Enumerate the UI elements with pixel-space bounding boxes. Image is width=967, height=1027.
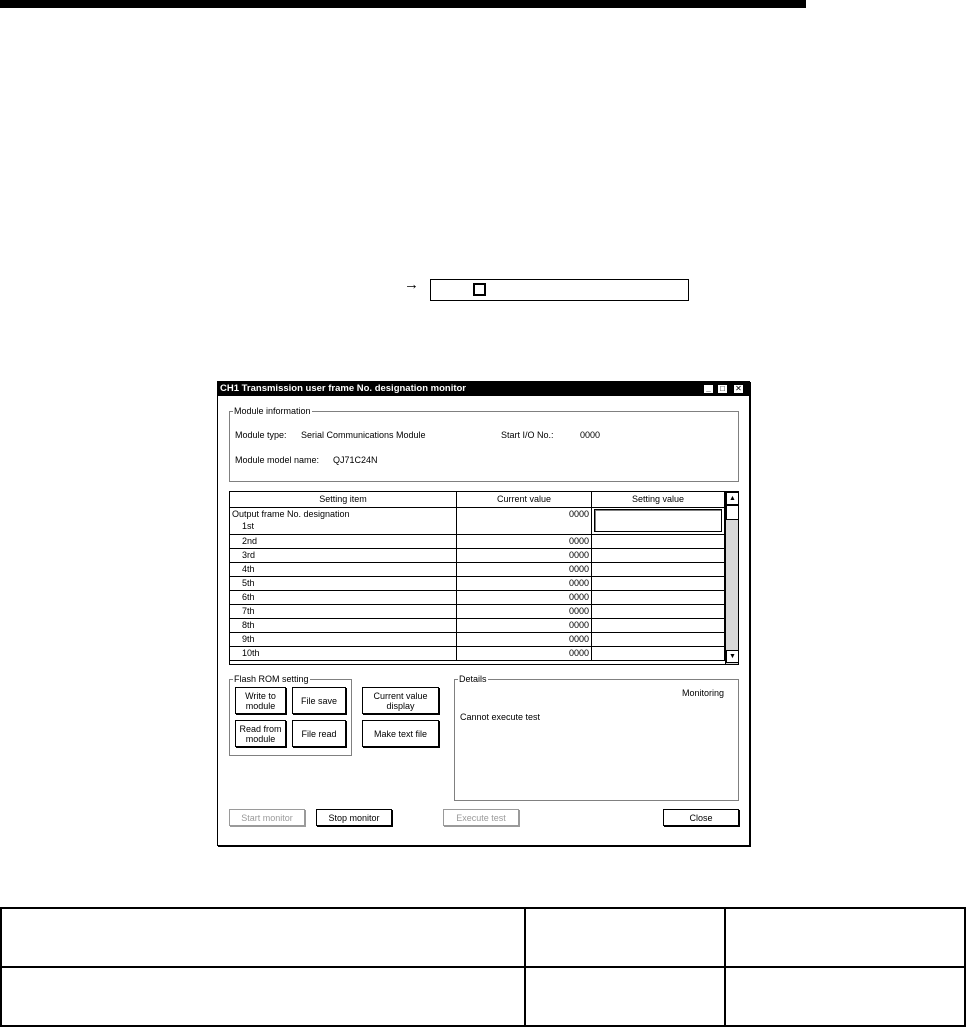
current-value-cell: 0000	[457, 549, 592, 562]
details-legend: Details	[459, 674, 487, 684]
start-monitor-button[interactable]: Start monitor	[229, 809, 305, 826]
scroll-thumb[interactable]	[726, 505, 739, 520]
table-column-divider	[524, 909, 526, 1025]
window-title: CH1 Transmission user frame No. designation monitor	[220, 383, 466, 394]
file-read-button[interactable]: File read	[292, 720, 346, 747]
table-row[interactable]	[230, 647, 725, 661]
setting-value-cell[interactable]	[592, 563, 725, 576]
table-column-divider	[724, 909, 726, 1025]
placeholder-square-icon	[473, 283, 486, 296]
top-rule	[0, 0, 806, 8]
current-value-cell: 0000	[457, 633, 592, 646]
header-setting-item: Setting item	[230, 492, 457, 508]
setting-value-cell[interactable]	[592, 577, 725, 590]
current-value-cell: 0000	[457, 577, 592, 590]
row-item-label: 1st	[242, 521, 255, 531]
monitor-window	[217, 381, 750, 846]
setting-value-cell[interactable]	[592, 647, 725, 660]
write-to-module-button[interactable]: Write to module	[235, 687, 286, 714]
row-item-label: 7th	[230, 605, 457, 618]
row-item-label: 10th	[230, 647, 457, 660]
setting-value-input[interactable]	[594, 509, 722, 532]
header-setting-value: Setting value	[592, 492, 725, 508]
module-model-label: Module model name:	[235, 455, 320, 465]
setting-value-cell[interactable]	[592, 591, 725, 604]
arrow-icon: →	[404, 276, 419, 293]
settings-grid	[229, 491, 739, 665]
table-row[interactable]	[230, 549, 725, 563]
setting-value-cell[interactable]	[592, 633, 725, 646]
setting-value-cell[interactable]	[592, 508, 725, 534]
table-row-divider	[2, 966, 964, 968]
table-row[interactable]	[230, 508, 725, 535]
row-item-label: 4th	[230, 563, 457, 576]
row-item-label: 2nd	[230, 535, 457, 548]
title-bar	[218, 382, 749, 396]
flash-rom-legend: Flash ROM setting	[234, 674, 309, 684]
minimize-icon[interactable]: _	[703, 384, 714, 394]
row-item-label: 6th	[230, 591, 457, 604]
table-row[interactable]	[230, 605, 725, 619]
setting-value-cell[interactable]	[592, 535, 725, 548]
current-value-display-button[interactable]: Current value display	[362, 687, 439, 714]
setting-value-cell[interactable]	[592, 619, 725, 632]
setting-item-cell	[230, 508, 457, 534]
start-io-value: 0000	[580, 430, 601, 440]
scroll-down-icon[interactable]: ▼	[726, 650, 739, 663]
row-item-label: 8th	[230, 619, 457, 632]
table-row[interactable]	[230, 563, 725, 577]
table-row[interactable]	[230, 619, 725, 633]
current-value-cell: 0000	[457, 619, 592, 632]
file-save-button[interactable]: File save	[292, 687, 346, 714]
execute-test-button[interactable]: Execute test	[443, 809, 519, 826]
start-io-label: Start I/O No.:	[501, 430, 554, 440]
current-value-cell: 0000	[457, 605, 592, 618]
scroll-up-icon[interactable]: ▲	[726, 492, 739, 505]
table-row[interactable]	[230, 535, 725, 549]
monitoring-status: Monitoring	[682, 688, 725, 698]
close-icon[interactable]: ✕	[733, 384, 744, 394]
module-type-label: Module type:	[235, 430, 287, 440]
menu-path-box	[430, 279, 689, 301]
row-item-label: 9th	[230, 633, 457, 646]
current-value-cell: 0000	[457, 563, 592, 576]
setting-value-cell[interactable]	[592, 549, 725, 562]
group-label: Output frame No. designation	[232, 509, 350, 519]
stop-monitor-button[interactable]: Stop monitor	[316, 809, 392, 826]
details-message: Cannot execute test	[460, 712, 541, 722]
close-button[interactable]: Close	[663, 809, 739, 826]
header-current-value: Current value	[457, 492, 592, 508]
module-information-legend: Module information	[234, 406, 311, 416]
row-item-label: 3rd	[230, 549, 457, 562]
setting-value-cell[interactable]	[592, 605, 725, 618]
current-value-cell: 0000	[457, 508, 592, 534]
make-text-file-button[interactable]: Make text file	[362, 720, 439, 747]
vertical-scrollbar[interactable]	[725, 492, 739, 664]
table-row[interactable]	[230, 591, 725, 605]
current-value-cell: 0000	[457, 647, 592, 660]
current-value-cell: 0000	[457, 591, 592, 604]
bottom-table	[0, 907, 966, 1027]
module-type-value: Serial Communications Module	[301, 430, 426, 440]
module-information-group	[229, 406, 739, 482]
table-row[interactable]	[230, 633, 725, 647]
table-row[interactable]	[230, 577, 725, 591]
row-item-label: 5th	[230, 577, 457, 590]
read-from-module-button[interactable]: Read from module	[235, 720, 286, 747]
maximize-icon[interactable]: □	[717, 384, 728, 394]
current-value-cell: 0000	[457, 535, 592, 548]
module-model-value: QJ71C24N	[333, 455, 378, 465]
